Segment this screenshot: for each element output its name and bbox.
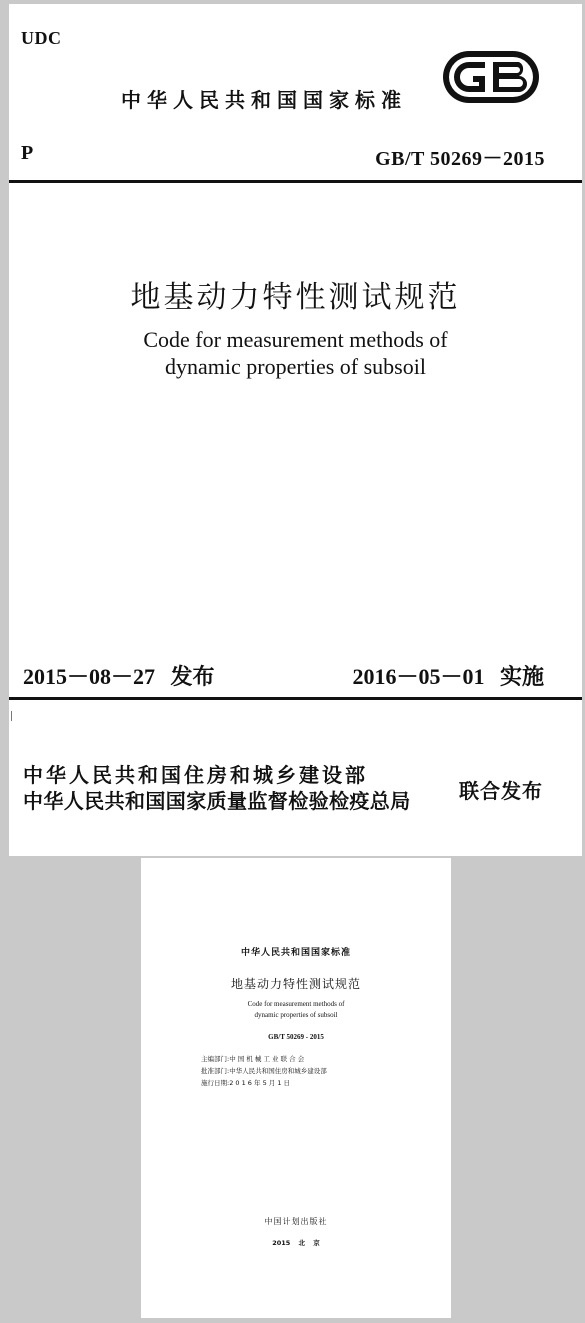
publisher: 中国计划出版社 xyxy=(264,1217,328,1226)
title-english-line-2: dynamic properties of subsoil xyxy=(165,354,426,379)
title-english-line-1: Code for measurement methods of xyxy=(143,327,448,352)
publish-label: 发布 xyxy=(170,665,215,690)
gb-logo-icon xyxy=(441,48,545,106)
publish-date: 2015－08－27 xyxy=(23,664,156,689)
standard-number: GB/T 50269－2015 xyxy=(375,148,545,170)
title-chinese: 地基动力特性测试规范 xyxy=(130,280,461,315)
issuer-ministry-housing: 中华人民共和国住房和城乡建设部 xyxy=(23,763,368,787)
inner-metadata xyxy=(201,1053,327,1089)
inner-title-english xyxy=(141,999,451,1021)
approval-department: 批准部门:中华人民共和国住房和城乡建设部 xyxy=(201,1067,327,1075)
inner-title-chinese: 地基动力特性测试规范 xyxy=(230,977,361,991)
cover-page xyxy=(9,4,582,856)
joint-issue-label: 联合发布 xyxy=(459,779,543,803)
classification-code: P xyxy=(21,142,34,164)
top-divider xyxy=(9,180,582,183)
inner-title-english-line-1: Code for measurement methods of xyxy=(247,1000,345,1008)
issuer-aqsiq: 中华人民共和国国家质量监督检验检疫总局 xyxy=(23,789,411,813)
margin-tick xyxy=(11,711,12,721)
issuing-authorities xyxy=(23,762,411,814)
national-standard-heading: 中华人民共和国国家标准 xyxy=(121,88,407,112)
implement-label: 实施 xyxy=(499,665,544,690)
bottom-divider xyxy=(9,697,582,700)
inner-national-standard: 中华人民共和国国家标准 xyxy=(240,948,351,958)
effective-date: 施行日期:2 0 1 6 年 5 月 1 日 xyxy=(201,1079,291,1087)
implement-date: 2016－05－01 xyxy=(352,664,485,689)
publication-city-year: 2015 北 京 xyxy=(272,1239,320,1247)
inner-standard-number: GB/T 50269 - 2015 xyxy=(268,1033,324,1041)
publish-date-row xyxy=(23,660,215,691)
inner-title-english-line-2: dynamic properties of subsoil xyxy=(254,1011,338,1019)
editor-department: 主编部门:中 国 机 械 工 业 联 合 会 xyxy=(201,1055,305,1063)
title-english xyxy=(9,326,582,380)
udc-label: UDC xyxy=(21,28,62,48)
title-page xyxy=(141,858,451,1318)
implement-date-row xyxy=(352,660,544,691)
